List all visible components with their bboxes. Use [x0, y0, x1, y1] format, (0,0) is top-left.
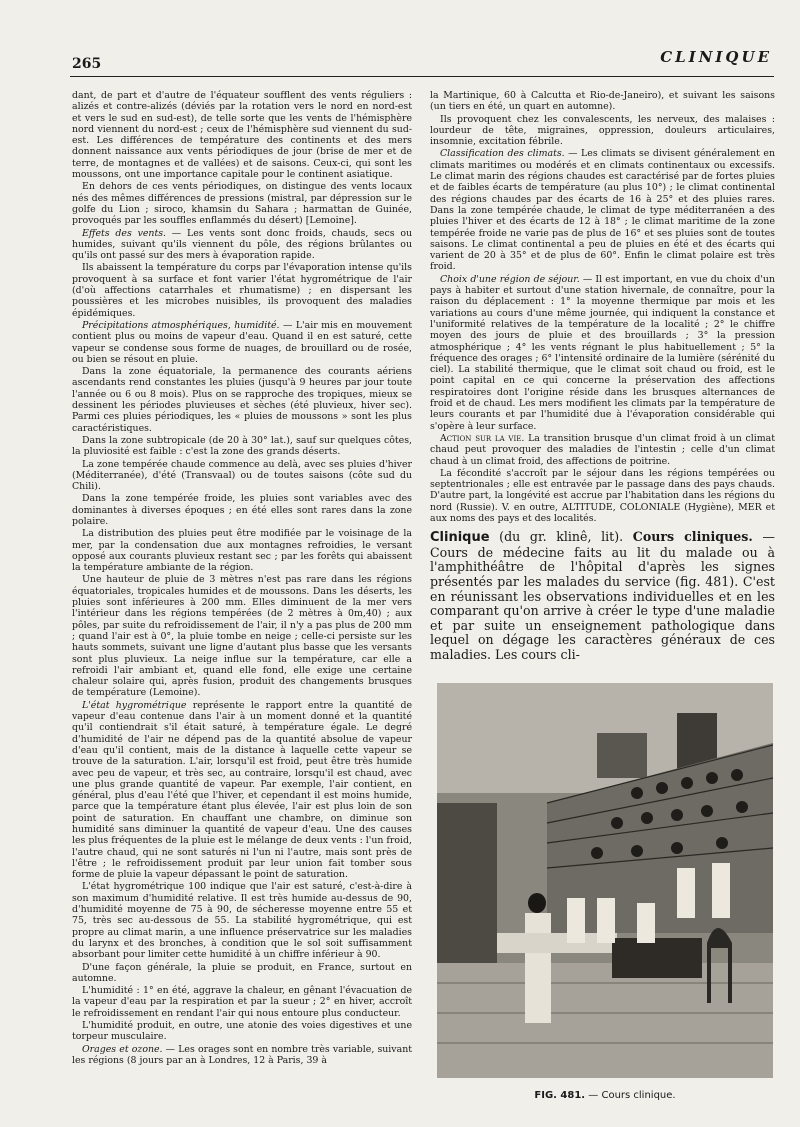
right-column: [430, 90, 775, 663]
section-heading: L'état hygrométrique: [82, 699, 187, 711]
entry-text: — Cours de médecine faits au lit du malade ou à l'amphithéâtre de l'hôpital d'après les signes présentés par les malades du service (fig. 481). C'est en réunissant les observations individuelles et en les comparant qu'on arrive à créer le type d'une maladie et par suite un enseignement pathologique dans lequel on dégage les caractères généraux de ces maladies. Les cours cli-: [430, 529, 775, 663]
paragraph: L'humidité produit, en outre, une atonie des voies digestives et une torpeur musculaire.: [72, 1020, 412, 1043]
paragraph: Dans la zone tempérée froide, les pluies sont variables avec des dominantes à diverses époques ; en été elles sont rares dans la zone polaire.: [72, 493, 412, 527]
paragraph-text: — Les orages sont en nombre très variable, suivant les régions (8 jours par an à Londres, 12 à Paris, 39 à: [72, 1043, 412, 1066]
paragraph-text: — L'air mis en mouvement contient plus ou moins de vapeur d'eau. Quand il en est saturé, cette vapeur se condense sous forme de nuages, de brouillard ou de rosée, ou bien se résout en pluie.: [72, 319, 413, 365]
paragraph-text: — Les vents sont donc froids, chauds, secs ou humides, suivant qu'ils viennent du pôle, des régions brûlantes ou qu'ils ont passé sur des mers à évaporation rapide.: [72, 227, 412, 262]
paragraph: [72, 228, 412, 262]
paragraph: [430, 274, 775, 432]
paragraph-text: — Les climats se divisent généralement en climats maritimes ou modérés et en climats continentaux ou excessifs. Le climat marin des régions chaudes est caractérisé par de fortes pluies et de faibles écarts de température (au plus 10°) ; le climat continental des régions chaudes par des écarts de 16 à 25° et des pluies rares. Dans la zone tempérée chaude, le climat de type méditerranéen a des pluies l'hiver et des écarts de 12 à 18° ; le climat maritime de la zone tempérée froide ne varie pas de plus de 16° et ses pluies sont de toutes saisons. Le climat continental a peu de pluies en été et des écarts qui varient de 20 à 35° et de plus de 60°. Enfin le climat polaire est très froid.: [430, 148, 775, 273]
left-column: [72, 90, 412, 1067]
entry-etymology: (du gr. klinê, lit).: [489, 529, 633, 545]
paragraph: [430, 433, 775, 467]
paragraph: D'une façon générale, la pluie se produit, en France, surtout en automne.: [72, 961, 412, 984]
paragraph: dant, de part et d'autre de l'équateur soufflent des vents réguliers : alizés et contre-alizés (déviés par la rotation vers le nord en nord-est et vers le sud en sud-est), de telle sorte que les vents de l'hémisphère nord viennent du nord-est ; ceux de l'hémisphère sud viennent du sud-est. Les différences de température des continents et des mers donnent naissance aux vents périodiques de jour (brise de mer et de terre, de montagnes et de vallées) et de saisons. Ceux-ci, qui sont les moussons, ont une importance capitale pour le continent asiatique.: [72, 90, 412, 181]
running-head: CLINIQUE: [660, 48, 772, 66]
paragraph: [430, 148, 775, 272]
paragraph: Dans la zone équatoriale, la permanence des courants aériens ascendants rend constantes les pluies (jusqu'à 9 heures par jour toute l'année ou 6 ou 8 mois). Plus on se rapproche des tropiques, mieux se dessinent les périodes pluvieuses et sèches (été pluvieux, hiver sec). Parmi ces pluies périodiques, les « pluies de moussons » sont les plus caractéristiques.: [72, 366, 412, 434]
figure-label: FIG. 481.: [534, 1090, 586, 1101]
paragraph: La fécondité s'accroît par le séjour dans les régions tempérées ou septentrionales ; elle est entravée par le passage dans des pays chauds. D'autre part, la longévité est accrue par l'habitation dans les régions du nord (Russie). V. en outre, ALTITUDE, COLONIALE (Hygiène), MER et aux noms des pays et des localités.: [430, 467, 775, 524]
paragraph: La zone tempérée chaude commence au delà, avec ses pluies d'hiver (Méditerranée), d'été (Transvaal) ou de toutes saisons (côte sud du Chili).: [72, 458, 412, 493]
paragraph: L'humidité : 1° en été, aggrave la chaleur, en gênant l'évacuation de la vapeur d'eau par la respiration et par la sueur ; 2° en hiver, accroît le refroidissement en rendant l'air qui nous entoure plus conducteur.: [72, 985, 412, 1019]
section-heading: Action sur la vie.: [440, 432, 525, 444]
paragraph: En dehors de ces vents périodiques, on distingue des vents locaux nés des mêmes différences de pressions (mistral, par dépression sur le golfe du Lion ; siroco, khamsin du Sahara ; harmattan de Guinée, provoqués par les souffles enflammés du désert) [Lemoine].: [72, 181, 412, 227]
paragraph-text: représente le rapport entre la quantité de vapeur d'eau contenue dans l'air à un moment donné et la quantité qu'il contiendrait s'il était saturé, à température égale. Le degré d'humidité de l'air ne dépend pas de la quantité absolue de vapeur d'eau qu'il contient, mais de la distance à laquelle cette vapeur se trouve de la saturation. L'air, lorsqu'il est froid, peut être très humide avec peu de vapeur, et très sec, au contraire, lorsqu'il est chaud, avec une plus grande quantité de vapeur. Par exemple, l'air contient, en général, plus d'eau l'été que l'hiver, et cependant il est moins humide, parce que la température étant plus élevée, l'air est plus loin de son point de saturation. En chauffant une chambre, on diminue son humidité sans diminuer la quantité de vapeur d'eau. Une des causes les plus fréquentes de la pluie est le mélange de deux vents : l'un froid, l'autre chaud, qui ne sont saturés ni l'un ni l'autre, mais sont près de l'être ; le refroidissement produit par leur union fait tomber sous forme de pluie la vapeur dépassant le point de saturation.: [72, 699, 412, 881]
section-heading: Précipitations atmosphériques, humidité.: [82, 319, 280, 331]
section-heading: Orages et ozone.: [82, 1043, 163, 1055]
section-heading: Classification des climats.: [440, 148, 565, 160]
section-heading: Choix d'une région de séjour.: [440, 273, 580, 285]
paragraph: Une hauteur de pluie de 3 mètres n'est pas rare dans les régions équatoriales, tropicales humides et de moussons. Dans les déserts, les pluies sont inférieures à 200 mm. Elles diminuent de la mer vers l'intérieur dans les régions tempérées (de 2 mètres à 0m,40) ; aux pôles, par suite du refroidissement de l'air, il n'y a pas plus de 200 mm ; quand l'air est à 0°, la pluie tombe en neige ; celle-ci persiste sur les hauts sommets, suivant une ligne d'autant plus basse que les versants sont plus pluvieux. La neige influe sur la température, car elle a refroidi l'air ambiant et, quand elle fond, elle exige une certaine chaleur solaire qui, après fusion, produit des changements brusques de température (Lemoine).: [72, 574, 412, 699]
paragraph: Dans la zone subtropicale (de 20 à 30° lat.), sauf sur quelques côtes, la pluviosité est faible : c'est la zone des grands déserts.: [72, 434, 412, 458]
paragraph: L'état hygrométrique 100 indique que l'air est saturé, c'est-à-dire à son maximum d'humidité relative. Il est très humide au-dessus de 90, d'humidité moyenne de 75 à 90, de sécheresse moyenne entre 55 et 75, très sec au-dessous de 55. La stabilité hygrométrique, qui est propre au climat marin, a une influence préservatrice sur les maladies du larynx et des bronches, à condition que le sol soit suffisamment absorbant pour limiter cette humidité à un chiffre inférieur à 90.: [72, 881, 412, 961]
paragraph: [72, 320, 412, 365]
figure-481-photo: [437, 683, 773, 1078]
figure-caption: [437, 1090, 773, 1101]
paragraph-text: — Il est important, en vue du choix d'un pays à habiter et surtout d'une station hivernale, de connaître, pour la raison du déplacement : 1° la moyenne thermique par mois et les variations au cours d'une même journée, qui indiquent la constance et l'uniformité relatives de la température de la localité ; 2° le chiffre moyen des jours de pluie et des brouillards ; 3° la pression atmosphérique ; 4° les vents régnant le plus habituellement ; 5° la fréquence des orages ; 6° l'intensité ordinaire de la lumière (sérénité du ciel). La stabilité thermique, que le climat soit chaud ou froid, est le point capital en ce qui concerne la préservation des affections respiratoires dont l'origine réside dans les brusques alternances de froid et de chaud. Les mers modifient les climats par la température de leurs courants et par l'humidité due à l'évaporation considérable qui s'opère à leur surface.: [430, 273, 776, 432]
clinical-lecture-illustration: [437, 683, 773, 1078]
section-heading: Effets des vents.: [82, 227, 167, 239]
dictionary-entry-clinique: [430, 530, 775, 662]
paragraph: [72, 1044, 412, 1067]
paragraph: la Martinique, 60 à Calcutta et Rio-de-Janeiro), et suivant les saisons (un tiers en été, un quart en automne).: [430, 90, 775, 113]
entry-title: Cours cliniques.: [632, 529, 753, 545]
paragraph: Ils provoquent chez les convalescents, les nerveux, des malaises : lourdeur de tête, migraines, oppression, douleurs articulaires, insomnie, excitation fébrile.: [430, 113, 775, 148]
paragraph: [72, 700, 412, 881]
paragraph: Ils abaissent la température du corps par l'évaporation intense qu'ils provoquent à sa surface et font varier l'état hygrométrique de l'air (d'où affections catarrhales et rhumatisme) ; en dispersant les poussières et les microbes nuisibles, ils provoquent des maladies épidémiques.: [72, 262, 412, 319]
page-number: 265: [72, 56, 102, 72]
header-rule: [70, 76, 774, 77]
paragraph-text: La transition brusque d'un climat froid à un climat chaud peut provoquer des maladies de l'intestin ; celle d'un climat chaud à un climat froid, des affections de poitrine.: [430, 432, 775, 467]
paragraph: La distribution des pluies peut être modifiée par le voisinage de la mer, par la condensation due aux montagnes refroidies, le versant opposé aux courants pluvieux restant sec ; par les forêts qui abaissent la température ambiante de la région.: [72, 528, 412, 574]
figure-caption-text: — Cours clinique.: [585, 1090, 676, 1101]
entry-headword: Clinique: [430, 530, 490, 546]
